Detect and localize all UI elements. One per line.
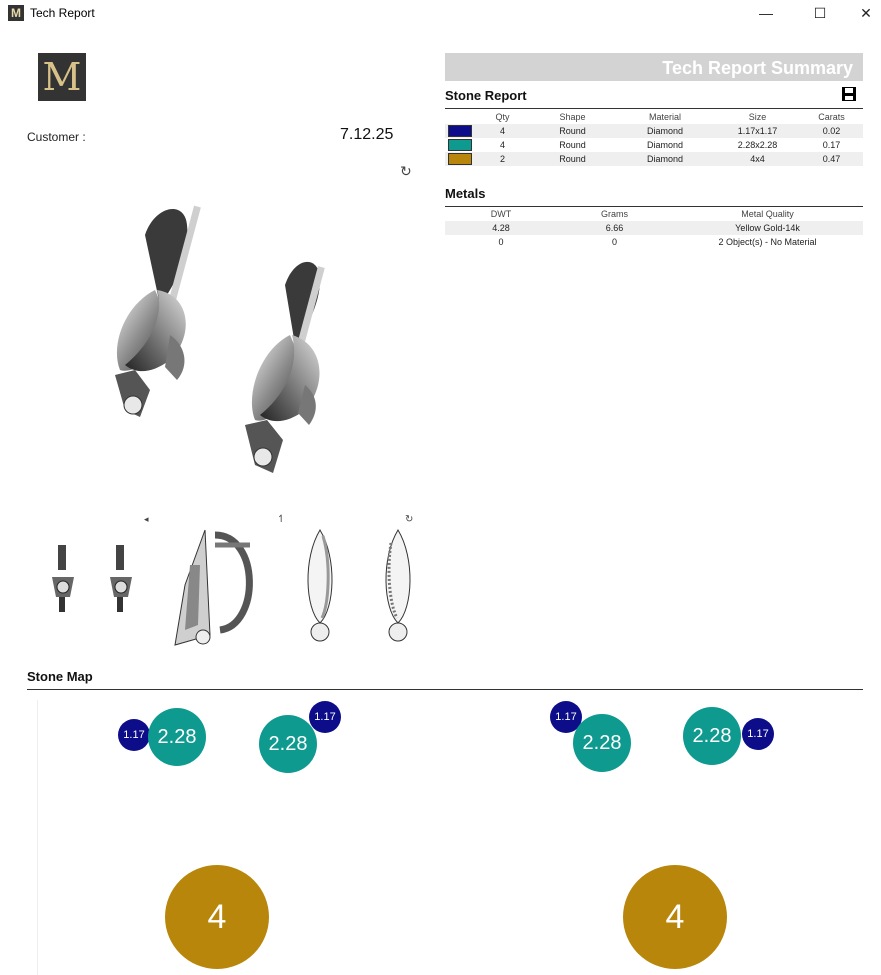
stone-report-header	[445, 110, 863, 124]
minimize-button[interactable]: —	[759, 5, 773, 21]
stone-marker: 1.17	[550, 701, 582, 733]
app-icon: M	[8, 5, 24, 21]
stone-map	[37, 700, 864, 975]
metals-table	[445, 207, 863, 249]
stone-report-title: Stone Report	[445, 88, 527, 103]
stone-marker: 4	[165, 865, 269, 969]
col-metal-quality: Metal Quality	[741, 209, 794, 219]
stone-map-title: Stone Map	[27, 669, 93, 684]
earrings-3d-render	[95, 195, 335, 490]
close-button[interactable]: ✕	[860, 5, 872, 21]
stone-marker: 2.28	[148, 708, 206, 766]
table-row: 4 Round Diamond 2.28x2.28 0.17	[445, 138, 863, 152]
stone-marker: 4	[623, 865, 727, 969]
thumb-side-view[interactable]	[165, 525, 275, 650]
stone-report-table	[445, 110, 863, 166]
customer-label: Customer :	[27, 130, 86, 144]
thumb-rotate-icon-2[interactable]: ↿	[277, 514, 286, 525]
color-swatch	[448, 139, 472, 151]
col-size: Size	[748, 112, 767, 122]
thumb-profile-view[interactable]	[373, 528, 423, 648]
table-row: 4 Round Diamond 1.17x1.17 0.02	[445, 124, 863, 138]
report-date: 7.12.25	[340, 126, 394, 143]
col-grams: Grams	[601, 209, 628, 219]
save-icon[interactable]	[841, 86, 857, 102]
thumb-front-left[interactable]	[48, 542, 78, 617]
rotate-view-icon[interactable]: ↻	[400, 163, 412, 179]
stone-marker: 1.17	[309, 701, 341, 733]
col-shape: Shape	[559, 112, 586, 122]
thumb-rotate-icon[interactable]: ◂	[144, 514, 149, 524]
table-row: 4.28 6.66 Yellow Gold-14k	[445, 221, 863, 235]
stone-marker: 1.17	[742, 718, 774, 750]
table-row: 0 0 2 Object(s) - No Material	[498, 237, 817, 247]
right-earring	[245, 262, 325, 473]
maximize-button[interactable]: ☐	[813, 5, 827, 21]
stone-marker: 2.28	[573, 714, 631, 772]
summary-banner: Tech Report Summary	[445, 53, 863, 81]
metals-header	[445, 207, 863, 221]
company-logo: M	[38, 53, 86, 101]
metals-title: Metals	[445, 186, 486, 201]
thumb-front-right[interactable]	[106, 542, 136, 617]
left-earring	[115, 206, 201, 417]
stone-marker: 2.28	[683, 707, 741, 765]
thumbnail-views	[40, 514, 420, 650]
title-bar	[0, 0, 881, 26]
table-row: 2 Round Diamond 4x4 0.47	[445, 152, 863, 166]
col-qty: Qty	[495, 112, 510, 122]
window-title: Tech Report	[30, 6, 95, 20]
col-carats: Carats	[818, 112, 845, 122]
stone-map-rule	[27, 689, 863, 690]
col-dwt: DWT	[490, 209, 512, 219]
col-material: Material	[648, 112, 681, 122]
thumb-rotate-icon-3[interactable]: ↻	[405, 514, 414, 525]
color-swatch	[448, 153, 472, 165]
stone-marker: 2.28	[259, 715, 317, 773]
stone-marker: 1.17	[118, 719, 150, 751]
color-swatch	[448, 125, 472, 137]
thumb-back-view[interactable]	[295, 528, 345, 648]
stone-report-rule	[445, 108, 863, 109]
